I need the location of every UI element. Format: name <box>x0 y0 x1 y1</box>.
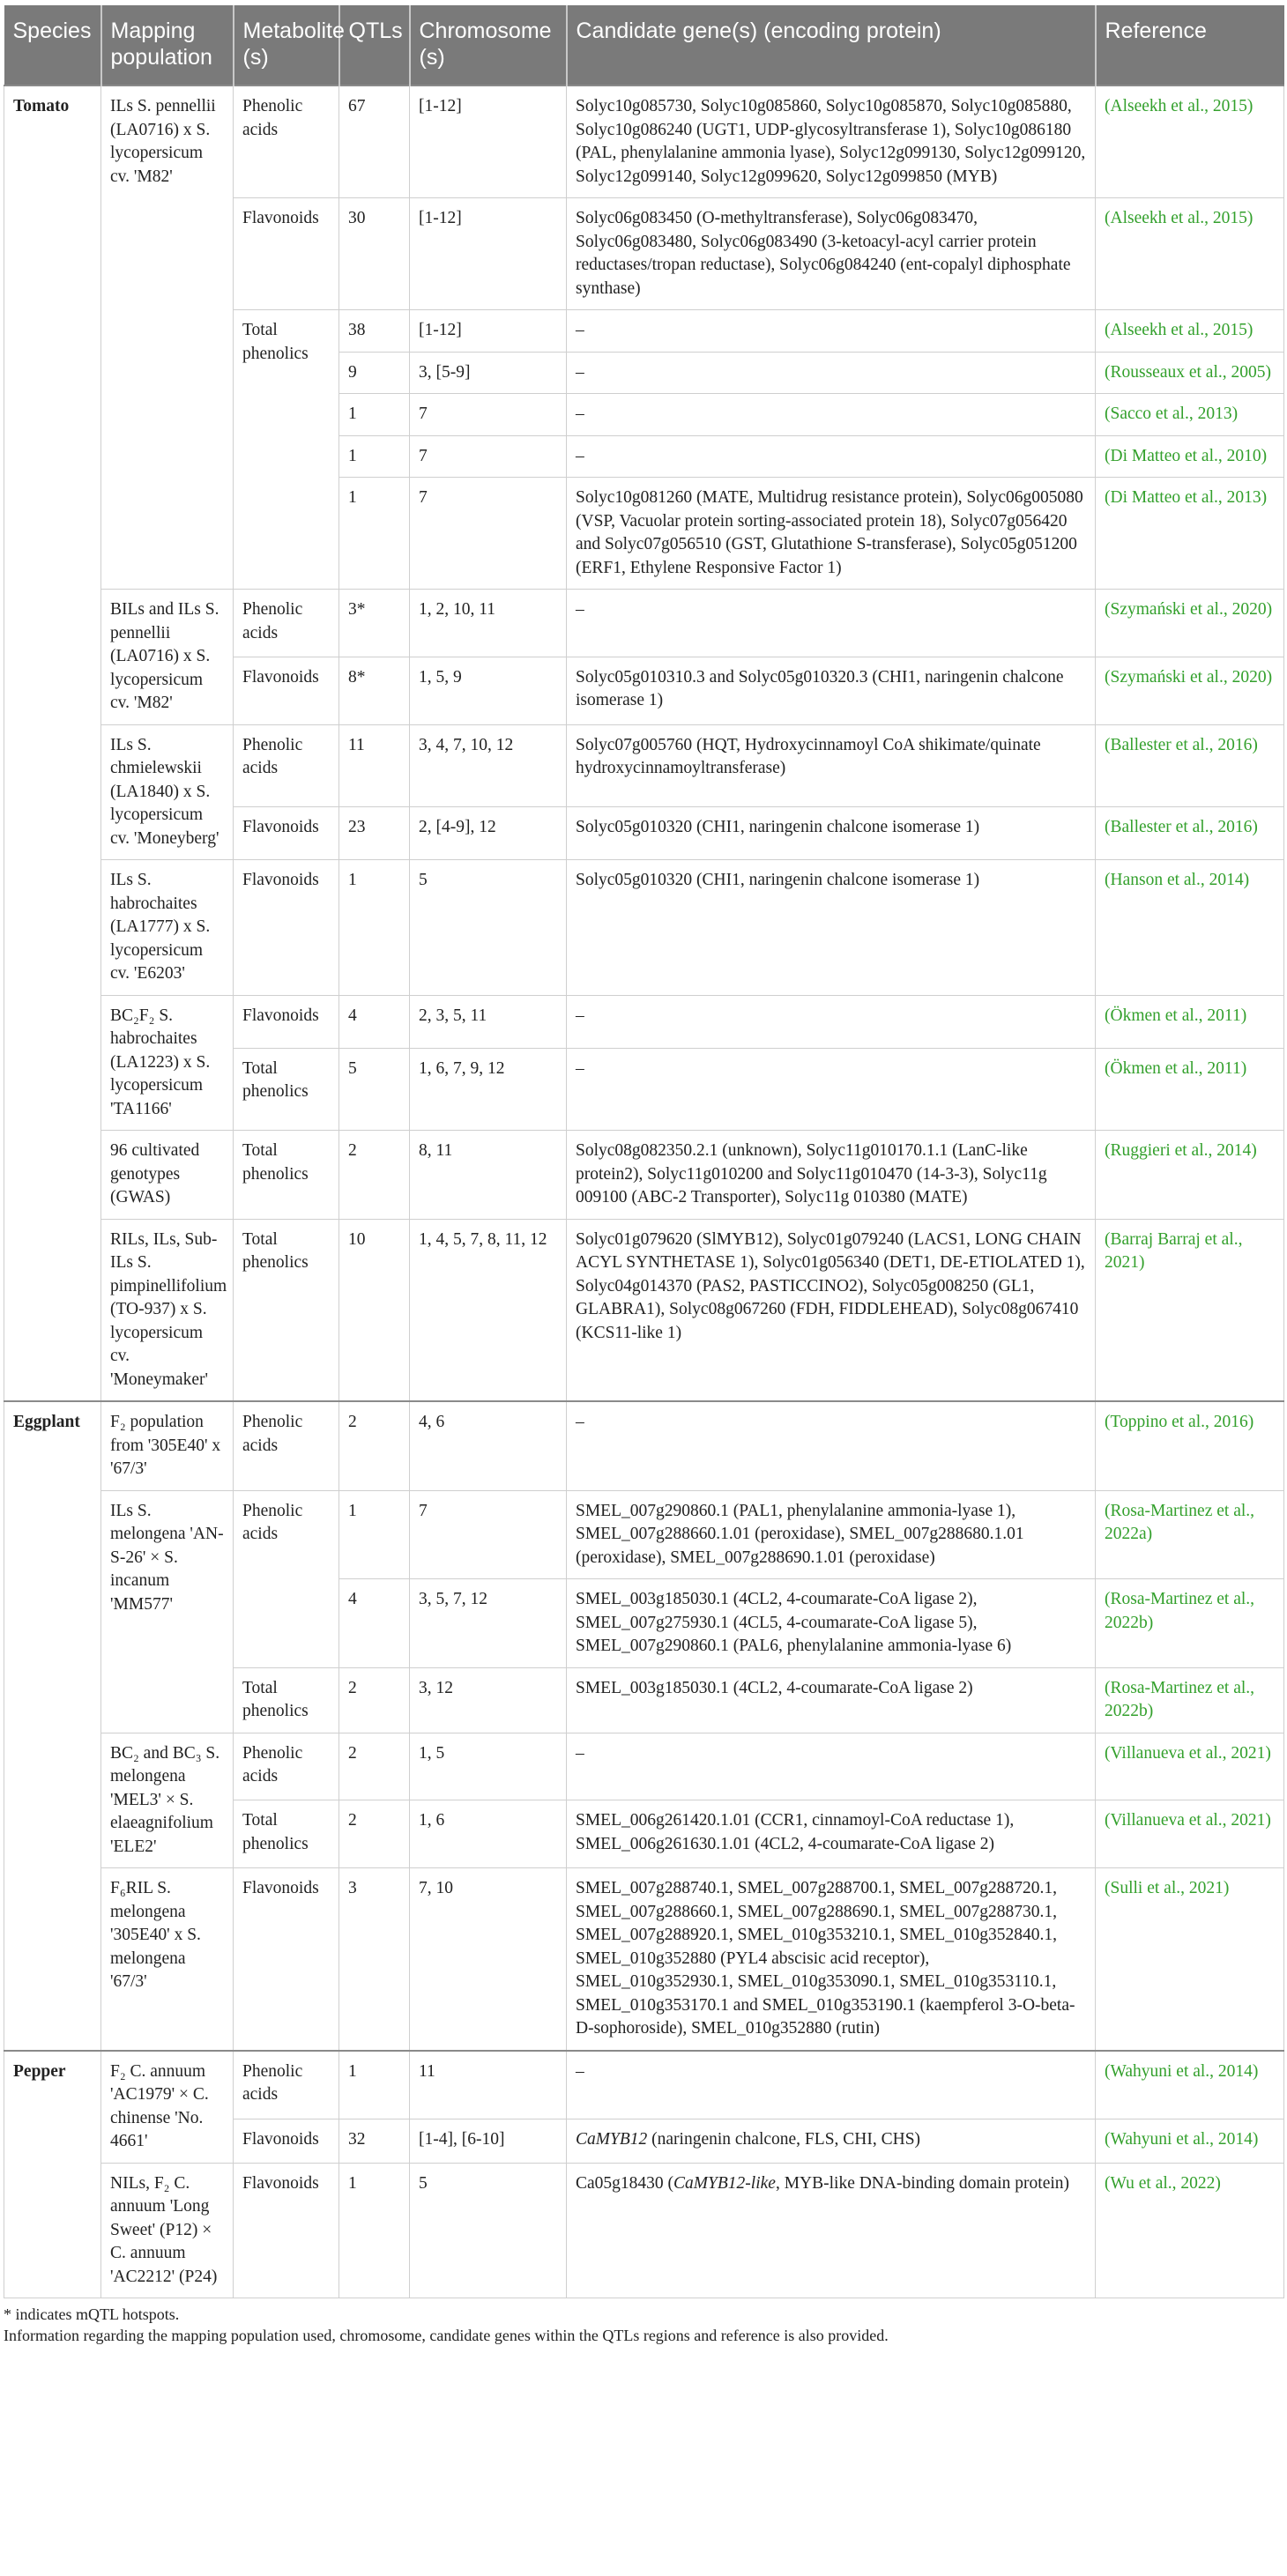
chromosome-cell: 5 <box>410 2163 567 2298</box>
population-cell: NILs, F₂ C. annuum 'Long Sweet' (P12) × C. annuum 'AC2212' (P24) <box>101 2163 234 2298</box>
header-row <box>4 5 1284 85</box>
genes-cell: SMEL_006g261420.1.01 (CCR1, cinnamoyl-CoA reductase 1), SMEL_006g261630.1.01 (4CL2, 4-coumarate-CoA ligase 2) <box>567 1800 1096 1868</box>
chromosome-cell: 7 <box>410 478 567 590</box>
chromosome-cell: 7, 10 <box>410 1868 567 2051</box>
qtl-cell: 67 <box>339 85 410 198</box>
metabolite-cell: Phenolic acids <box>234 1401 339 1490</box>
table-row <box>4 2163 1284 2298</box>
col-reference: Reference <box>1096 5 1284 85</box>
table-row <box>4 2051 1284 2119</box>
col-chromosome: Chromosome (s) <box>410 5 567 85</box>
reference-link[interactable]: (Di Matteo et al., 2013) <box>1096 478 1284 590</box>
genes-cell: Solyc05g010310.3 and Solyc05g010320.3 (CHI1, naringenin chalcone isomerase 1) <box>567 657 1096 724</box>
chromosome-cell: 3, 4, 7, 10, 12 <box>410 724 567 806</box>
population-cell: F₂ C. annuum 'AC1979' × C. chinense 'No. 4661' <box>101 2051 234 2164</box>
population-cell: 96 cultivated genotypes (GWAS) <box>101 1131 234 1220</box>
genes-cell: Solyc05g010320 (CHI1, naringenin chalcone isomerase 1) <box>567 806 1096 859</box>
chromosome-cell: 1, 5 <box>410 1733 567 1800</box>
metabolite-cell: Flavonoids <box>234 860 339 996</box>
metabolite-cell: Phenolic acids <box>234 85 339 198</box>
genes-cell: – <box>567 995 1096 1048</box>
metabolite-cell: Total phenolics <box>234 1048 339 1131</box>
species-cell: Eggplant <box>4 1401 101 2051</box>
population-cell: ILs S. habrochaites (LA1777) x S. lycopersicum cv. 'E6203' <box>101 860 234 996</box>
chromosome-cell: 1, 2, 10, 11 <box>410 590 567 657</box>
genes-cell: Solyc10g081260 (MATE, Multidrug resistance protein), Solyc06g005080 (VSP, Vacuolar protein sorting-associated protein 18), Solyc07g056420 and Solyc07g056510 (GST, Glutathione S-transferase), Solyc05g051200 (ERF1, Ethylene Responsive Factor 1) <box>567 478 1096 590</box>
chromosome-cell: 3, 5, 7, 12 <box>410 1579 567 1668</box>
genes-cell: – <box>567 2051 1096 2119</box>
qtl-cell: 5 <box>339 1048 410 1131</box>
species-cell: Tomato <box>4 85 101 1401</box>
reference-link[interactable]: (Ruggieri et al., 2014) <box>1096 1131 1284 1220</box>
qtl-cell: 2 <box>339 1667 410 1733</box>
chromosome-cell: 8, 11 <box>410 1131 567 1220</box>
genes-cell: – <box>567 310 1096 353</box>
population-cell: BC₂ and BC₃ S. melongena 'MEL3' × S. elaeagnifolium 'ELE2' <box>101 1733 234 1868</box>
gene-name: CaMYB12 <box>576 2129 648 2149</box>
metabolite-cell: Phenolic acids <box>234 590 339 657</box>
table-row <box>4 1401 1284 1490</box>
table-row <box>4 1219 1284 1401</box>
reference-link[interactable]: (Sacco et al., 2013) <box>1096 394 1284 436</box>
chromosome-cell: 7 <box>410 394 567 436</box>
genes-cell: – <box>567 1401 1096 1490</box>
qtl-cell: 32 <box>339 2119 410 2163</box>
genes-cell: – <box>567 352 1096 394</box>
col-candidate-genes: Candidate gene(s) (encoding protein) <box>567 5 1096 85</box>
reference-link[interactable]: (Alseekh et al., 2015) <box>1096 310 1284 353</box>
species-cell: Pepper <box>4 2051 101 2298</box>
reference-link[interactable]: (Alseekh et al., 2015) <box>1096 85 1284 198</box>
metabolite-cell: Flavonoids <box>234 657 339 724</box>
reference-link[interactable]: (Szymański et al., 2020) <box>1096 590 1284 657</box>
reference-link[interactable]: (Ökmen et al., 2011) <box>1096 995 1284 1048</box>
reference-link[interactable]: (Toppino et al., 2016) <box>1096 1401 1284 1490</box>
qtl-cell: 1 <box>339 394 410 436</box>
metabolite-cell: Total phenolics <box>234 1219 339 1401</box>
table-row <box>4 1490 1284 1579</box>
genes-cell: Solyc01g079620 (SlMYB12), Solyc01g079240 (LACS1, LONG CHAIN ACYL SYNTHETASE 1), Solyc01g056340 (DET1, DE-ETIOLATED 1), Solyc04g014370 (PAS2, PASTICCINO2), Solyc05g008250 (GL1, GLABRA1), Solyc08g067260 (FDH, FIDDLEHEAD), Solyc08g067410 (KCS11-like 1) <box>567 1219 1096 1401</box>
mqtl-table <box>4 5 1284 2298</box>
qtl-cell: 1 <box>339 2051 410 2119</box>
genes-cell: – <box>567 590 1096 657</box>
metabolite-cell: Flavonoids <box>234 995 339 1048</box>
chromosome-cell: [1-12] <box>410 198 567 310</box>
gene-description: , MYB-like DNA-binding domain protein) <box>775 2173 1070 2193</box>
qtl-cell: 1 <box>339 1490 410 1579</box>
info-footnote: Information regarding the mapping population used, chromosome, candidate genes within the QTLs regions and reference is also provided. <box>4 2327 889 2344</box>
qtl-cell: 2 <box>339 1800 410 1868</box>
genes-cell <box>567 2119 1096 2163</box>
reference-link[interactable]: (Villanueva et al., 2021) <box>1096 1800 1284 1868</box>
col-mapping-population: Mapping population <box>101 5 234 85</box>
reference-link[interactable]: (Sulli et al., 2021) <box>1096 1868 1284 2051</box>
reference-link[interactable]: (Wu et al., 2022) <box>1096 2163 1284 2298</box>
reference-link[interactable]: (Ökmen et al., 2011) <box>1096 1048 1284 1131</box>
gene-name: CaMYB12-like <box>673 2173 776 2193</box>
population-cell: ILs S. pennellii (LA0716) x S. lycopersicum cv. 'M82' <box>101 85 234 590</box>
metabolite-cell: Phenolic acids <box>234 2051 339 2119</box>
gene-prefix: Ca05g18430 ( <box>576 2173 674 2193</box>
table-row <box>4 995 1284 1048</box>
genes-cell: SMEL_003g185030.1 (4CL2, 4-coumarate-CoA ligase 2), SMEL_007g275930.1 (4CL5, 4-coumarate-CoA ligase 5), SMEL_007g290860.1 (PAL6, phenylalanine ammonia-lyase 6) <box>567 1579 1096 1668</box>
table-row <box>4 85 1284 198</box>
metabolite-cell: Flavonoids <box>234 806 339 859</box>
qtl-cell: 1 <box>339 478 410 590</box>
genes-cell: Solyc06g083450 (O-methyltransferase), Solyc06g083470, Solyc06g083480, Solyc06g083490 (3-ketoacyl-acyl carrier protein reductases/tropan reductase), Solyc06g084240 (ent-copalyl diphosphate synthase) <box>567 198 1096 310</box>
metabolite-cell: Total phenolics <box>234 310 339 590</box>
reference-link[interactable]: (Di Matteo et al., 2010) <box>1096 435 1284 478</box>
reference-link[interactable]: (Szymański et al., 2020) <box>1096 657 1284 724</box>
chromosome-cell: [1-12] <box>410 310 567 353</box>
chromosome-cell: 3, 12 <box>410 1667 567 1733</box>
genes-cell: SMEL_003g185030.1 (4CL2, 4-coumarate-CoA ligase 2) <box>567 1667 1096 1733</box>
reference-link[interactable]: (Rosa-Martinez et al., 2022b) <box>1096 1667 1284 1733</box>
chromosome-cell: 7 <box>410 1490 567 1579</box>
qtl-cell: 1 <box>339 860 410 996</box>
chromosome-cell: 7 <box>410 435 567 478</box>
chromosome-cell: 1, 6 <box>410 1800 567 1868</box>
col-species: Species <box>4 5 101 85</box>
metabolite-cell: Phenolic acids <box>234 724 339 806</box>
population-cell: BC₂F₂ S. habrochaites (LA1223) x S. lycopersicum 'TA1166' <box>101 995 234 1131</box>
metabolite-cell: Flavonoids <box>234 2119 339 2163</box>
qtl-cell: 30 <box>339 198 410 310</box>
reference-link[interactable]: (Villanueva et al., 2021) <box>1096 1733 1284 1800</box>
qtl-cell: 2 <box>339 1131 410 1220</box>
chromosome-cell: 1, 6, 7, 9, 12 <box>410 1048 567 1131</box>
chromosome-cell: [1-12] <box>410 85 567 198</box>
table-row <box>4 724 1284 806</box>
qtl-cell: 2 <box>339 1401 410 1490</box>
chromosome-cell: 11 <box>410 2051 567 2119</box>
population-cell: RILs, ILs, Sub-ILs S. pimpinellifolium (TO-937) x S. lycopersicum cv. 'Moneymaker' <box>101 1219 234 1401</box>
qtl-cell: 4 <box>339 1579 410 1668</box>
qtl-cell: 23 <box>339 806 410 859</box>
reference-link[interactable]: (Alseekh et al., 2015) <box>1096 198 1284 310</box>
genes-cell: Solyc10g085730, Solyc10g085860, Solyc10g085870, Solyc10g085880, Solyc10g086240 (UGT1, UDP-glycosyltransferase 1), Solyc10g086180 (PAL, phenylalanine ammonia lyase), Solyc12g099130, Solyc12g099120, Solyc12g099140, Solyc12g099620, Solyc12g099850 (MYB) <box>567 85 1096 198</box>
chromosome-cell: 1, 4, 5, 7, 8, 11, 12 <box>410 1219 567 1401</box>
metabolite-cell: Flavonoids <box>234 1868 339 2051</box>
genes-cell: – <box>567 1048 1096 1131</box>
chromosome-cell: 1, 5, 9 <box>410 657 567 724</box>
gene-description: (naringenin chalcone, FLS, CHI, CHS) <box>647 2129 921 2149</box>
table-footnotes <box>4 2304 1283 2346</box>
chromosome-cell: 2, [4-9], 12 <box>410 806 567 859</box>
population-cell: F₂ population from '305E40' x '67/3' <box>101 1401 234 1490</box>
chromosome-cell: [1-4], [6-10] <box>410 2119 567 2163</box>
genes-cell: Solyc05g010320 (CHI1, naringenin chalcone isomerase 1) <box>567 860 1096 996</box>
metabolite-cell: Phenolic acids <box>234 1733 339 1800</box>
reference-link[interactable]: (Wahyuni et al., 2014) <box>1096 2119 1284 2163</box>
qtl-cell: 4 <box>339 995 410 1048</box>
table-row <box>4 1733 1284 1800</box>
table-row <box>4 1868 1284 2051</box>
qtl-cell: 1 <box>339 435 410 478</box>
reference-link[interactable]: (Rosa-Martinez et al., 2022b) <box>1096 1579 1284 1668</box>
chromosome-cell: 3, [5-9] <box>410 352 567 394</box>
reference-link[interactable]: (Rousseaux et al., 2005) <box>1096 352 1284 394</box>
reference-link[interactable]: (Hanson et al., 2014) <box>1096 860 1284 996</box>
metabolite-cell: Total phenolics <box>234 1131 339 1220</box>
table-row <box>4 1131 1284 1220</box>
col-metabolite: Metabolite (s) <box>234 5 339 85</box>
qtl-cell: 2 <box>339 1733 410 1800</box>
qtl-cell: 11 <box>339 724 410 806</box>
reference-link[interactable]: (Ballester et al., 2016) <box>1096 806 1284 859</box>
qtl-cell: 38 <box>339 310 410 353</box>
chromosome-cell: 4, 6 <box>410 1401 567 1490</box>
reference-link[interactable]: (Barraj Barraj et al., 2021) <box>1096 1219 1284 1401</box>
genes-cell: Solyc08g082350.2.1 (unknown), Solyc11g010170.1.1 (LanC-like protein2), Solyc11g010200 and Solyc11g010470 (14-3-3), Solyc11g 009100 (ABC-2 Transporter), Solyc11g 010380 (MATE) <box>567 1131 1096 1220</box>
genes-cell: Solyc07g005760 (HQT, Hydroxycinnamoyl CoA shikimate/quinate hydroxycinnamoyltransferase) <box>567 724 1096 806</box>
population-cell: ILs S. melongena 'AN-S-26' × S. incanum 'MM577' <box>101 1490 234 1733</box>
qtl-cell: 9 <box>339 352 410 394</box>
reference-link[interactable]: (Ballester et al., 2016) <box>1096 724 1284 806</box>
genes-cell: SMEL_007g290860.1 (PAL1, phenylalanine ammonia-lyase 1), SMEL_007g288660.1.01 (peroxidase), SMEL_007g288680.1.01 (peroxidase), SMEL_007g288690.1.01 (peroxidase) <box>567 1490 1096 1579</box>
population-cell: ILs S. chmielewskii (LA1840) x S. lycopersicum cv. 'Moneyberg' <box>101 724 234 860</box>
qtl-cell: 3 <box>339 1868 410 2051</box>
metabolite-cell: Total phenolics <box>234 1800 339 1868</box>
chromosome-cell: 2, 3, 5, 11 <box>410 995 567 1048</box>
population-cell: BILs and ILs S. pennellii (LA0716) x S. lycopersicum cv. 'M82' <box>101 590 234 725</box>
metabolite-cell: Flavonoids <box>234 2163 339 2298</box>
genes-cell: – <box>567 1733 1096 1800</box>
table-container <box>4 5 1283 2346</box>
table-row <box>4 590 1284 657</box>
population-cell: F₆RIL S. melongena '305E40' x S. melongena '67/3' <box>101 1868 234 2051</box>
reference-link[interactable]: (Rosa-Martinez et al., 2022a) <box>1096 1490 1284 1579</box>
genes-cell: – <box>567 394 1096 436</box>
hotspot-footnote: * indicates mQTL hotspots. <box>4 2305 180 2323</box>
qtl-cell: 1 <box>339 2163 410 2298</box>
chromosome-cell: 5 <box>410 860 567 996</box>
qtl-cell: 10 <box>339 1219 410 1401</box>
qtl-cell: 8* <box>339 657 410 724</box>
genes-cell: – <box>567 435 1096 478</box>
genes-cell <box>567 2163 1096 2298</box>
reference-link[interactable]: (Wahyuni et al., 2014) <box>1096 2051 1284 2119</box>
qtl-cell: 3* <box>339 590 410 657</box>
metabolite-cell: Phenolic acids <box>234 1490 339 1667</box>
col-qtls: QTLs <box>339 5 410 85</box>
metabolite-cell: Flavonoids <box>234 198 339 310</box>
table-row <box>4 860 1284 996</box>
metabolite-cell: Total phenolics <box>234 1667 339 1733</box>
genes-cell: SMEL_007g288740.1, SMEL_007g288700.1, SMEL_007g288720.1, SMEL_007g288660.1, SMEL_007g288690.1, SMEL_007g288730.1, SMEL_007g288920.1, SMEL_010g353210.1, SMEL_010g352840.1, SMEL_010g352880 (PYL4 abscisic acid receptor), SMEL_010g352930.1, SMEL_010g353090.1, SMEL_010g353110.1, SMEL_010g353170.1 and SMEL_010g353190.1 (kaempferol 3-O-beta-D-sophoroside), SMEL_010g352880 (rutin) <box>567 1868 1096 2051</box>
